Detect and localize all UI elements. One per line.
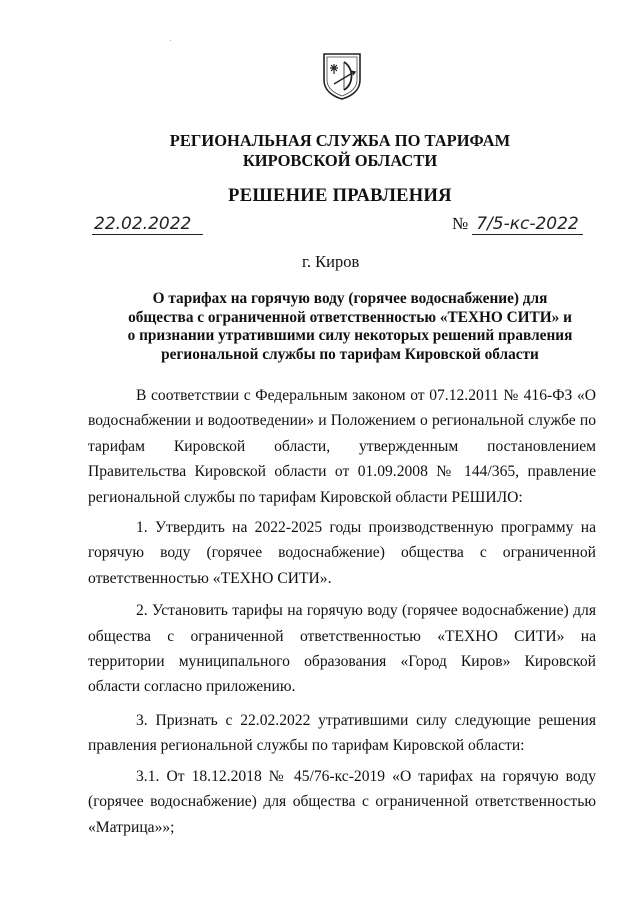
body-paragraph-item2: 2. Установить тарифы на горячую воду (горячее водоснабжение) для общества с ограниченной ответственностью «ТЕХНО СИТИ» на территории муниципального образования «Город Киров» Кировской области согласно приложению. [88, 602, 596, 696]
body-paragraph-item3: 3. Признать с 22.02.2022 утратившими силу следующие решения правления региональной службы по тарифам Кировской области: [88, 711, 596, 755]
coat-of-arms-icon [322, 52, 362, 100]
number-value: 7/5-кс-2022 [472, 214, 583, 235]
number-sign: № [452, 214, 469, 233]
body-paragraph-item1: 1. Утвердить на 2022-2025 годы производственную программу на горячую воду (горячее водоснабжение) общества с ограниченной ответственностью «ТЕХНО СИТИ». [88, 519, 596, 587]
decision-date: 22.02.2022 [92, 214, 203, 235]
subject-line: О тарифах на горячую воду (горячее водоснабжение) для [152, 290, 548, 307]
decision-body [88, 383, 596, 845]
subject-line: о признании утратившими силу некоторых решений правления [127, 327, 573, 344]
org-name-line2: КИРОВСКОЙ ОБЛАСТИ [242, 151, 438, 170]
document-type-title: РЕШЕНИЕ ПРАВЛЕНИЯ [228, 186, 452, 206]
city-name: г. Киров [302, 252, 360, 271]
org-name-line1: РЕГИОНАЛЬНАЯ СЛУЖБА ПО ТАРИФАМ [169, 131, 511, 150]
subject-line: общества с ограниченной ответственностью «ТЕХНО СИТИ» и [128, 308, 572, 326]
subject-line: региональной службы по тарифам Кировской области [161, 345, 539, 363]
decision-subject [100, 290, 600, 364]
scan-speck [170, 40, 171, 41]
body-paragraph-preamble: В соответствии с Федеральным законом от 07.12.2011 № 416-ФЗ «О водоснабжении и водоотведении» и Положением о региональной службе по тарифам Кировской области, утвержденным постановлением Правительства Кировской области от 01.09.2008 № 144/365, правление региональной службы по тарифам Кировской области РЕШИЛО: [88, 387, 596, 506]
body-paragraph-item3-1: 3.1. От 18.12.2018 № 45/76-кс-2019 «О тарифах на горячую воду (горячее водоснабжение) для общества с ограниченной ответственностью «Матрица»»; [88, 767, 596, 836]
decision-number [452, 214, 583, 234]
